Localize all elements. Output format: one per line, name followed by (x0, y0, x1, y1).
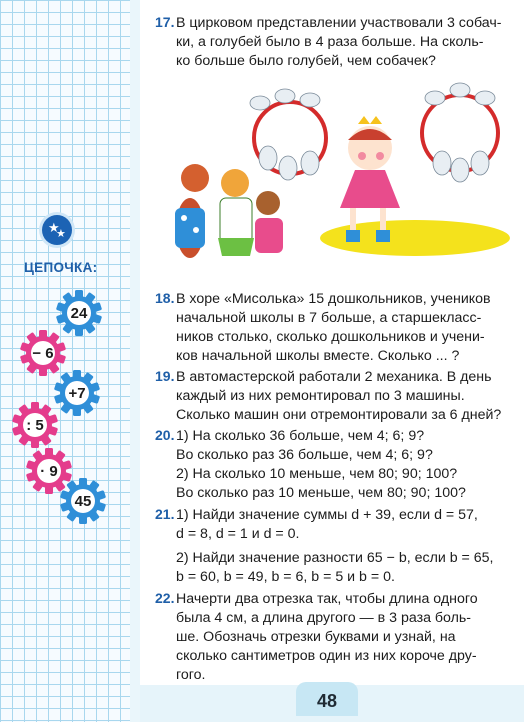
task-line: В цирковом представлении участвовали 3 собач- (176, 15, 502, 31)
gear-3 (54, 370, 100, 416)
task-line: Сколько машин они отремонтировали за 6 дней? (176, 407, 502, 423)
task-line: Во сколько раз 36 больше, чем 4; 6; 9? (176, 447, 433, 463)
gear-label: 24 (70, 304, 88, 322)
star-badge-icon: ★ ★ (42, 215, 72, 245)
task-line: 2) На сколько 10 меньше, чем 80; 90; 100? (176, 466, 458, 482)
dog-3 (255, 191, 283, 253)
gear-label: +7 (68, 384, 86, 402)
task-line: сколько сантиметров один из них короче дру- (176, 648, 477, 664)
task-20-text (176, 427, 510, 503)
task-20-number: 20. (155, 427, 175, 443)
chain-title: ЦЕПОЧКА: (24, 260, 98, 275)
task-line: b = 60, b = 49, b = 6, b = 5 и b = 0. (176, 569, 395, 585)
task-18-text (176, 290, 510, 366)
gear-label: 45 (74, 492, 92, 510)
gear-label: · 9 (40, 462, 58, 480)
task-line: В хоре «Мисолька» 15 дошкольников, учеников (176, 291, 491, 307)
gear-label: − 6 (32, 344, 54, 362)
dog-1 (175, 164, 209, 258)
task-18-number: 18. (155, 290, 175, 306)
task-22-text (176, 590, 510, 685)
task-line: ков начальной школы вместе. Сколько ... ? (176, 348, 460, 364)
task-line: 2) Найди значение разности 65 − b, если b = 65, (176, 550, 494, 566)
task-line: ко больше было голубей, чем собачек? (176, 53, 436, 69)
task-line: d = 8, d = 1 и d = 0. (176, 526, 300, 542)
gear-6 (60, 478, 106, 524)
task-21-text (176, 506, 510, 587)
task-19-text (176, 368, 510, 425)
gear-label: : 5 (26, 416, 44, 434)
task-19-number: 19. (155, 368, 175, 384)
task-line: гого. (176, 667, 206, 683)
task-22-number: 22. (155, 590, 175, 606)
task-17-number: 17. (155, 14, 175, 30)
task-17-text (176, 14, 510, 71)
task-line: ников столько, сколько дошкольников и учени- (176, 329, 485, 345)
page-number: 48 (296, 682, 358, 716)
dog-2 (218, 169, 254, 256)
task-line: ки, а голубей было в 4 раза больше. На сколь- (176, 34, 484, 50)
task-21-number: 21. (155, 506, 175, 522)
task-line: 1) Найди значение суммы d + 39, если d = 57, (176, 507, 478, 523)
circus-illustration (160, 78, 512, 278)
task-line: Начерти два отрезка так, чтобы длина одного (176, 591, 478, 607)
task-line: ше. Обозначь отрезки буквами и узнай, на (176, 629, 456, 645)
task-line: 1) На сколько 36 больше, чем 4; 6; 9? (176, 428, 425, 444)
gear-4 (12, 402, 58, 448)
task-line: каждый из них ремонтировал по 3 машины. (176, 388, 465, 404)
task-line: Во сколько раз 10 меньше, чем 80; 90; 100? (176, 485, 466, 501)
task-line: начальной школы в 7 больше, а старшекласс- (176, 310, 482, 326)
task-line: была 4 см, а длина другого — в 3 раза боль- (176, 610, 472, 626)
task-line: В автомастерской работали 2 механика. В день (176, 369, 492, 385)
